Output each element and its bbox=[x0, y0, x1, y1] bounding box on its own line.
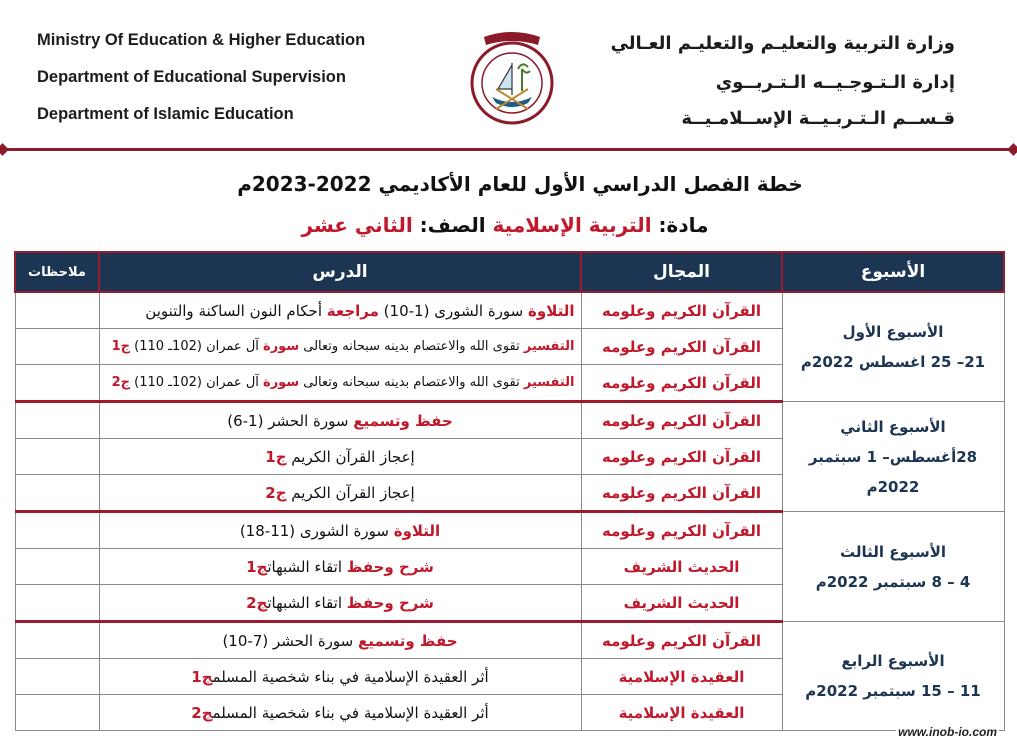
notes-cell bbox=[15, 622, 99, 659]
field-cell: العقيدة الإسلامية bbox=[581, 659, 782, 695]
table-header-row bbox=[15, 252, 1004, 292]
notes-cell bbox=[15, 475, 99, 512]
field-cell: القرآن الكريم وعلومه bbox=[581, 475, 782, 512]
lesson-part: ج1 bbox=[265, 447, 287, 466]
week-dates: 4 – 8 سبتمبر 2022م bbox=[815, 572, 971, 591]
week-title: الأسبوع الرابع bbox=[841, 652, 945, 670]
week-cell bbox=[782, 402, 1004, 512]
lesson-cell bbox=[99, 695, 581, 731]
semester-plan-table bbox=[14, 251, 1005, 731]
lesson-text: أثر العقيدة الإسلامية في بناء شخصية المسلم bbox=[212, 667, 489, 686]
plan-title: خطة الفصل الدراسي الأول للعام الأكاديمي 2022-2023م bbox=[237, 172, 803, 196]
week-year: 2022م bbox=[866, 477, 920, 496]
lesson-text: اتقاء الشبهات bbox=[267, 557, 347, 576]
notes-cell bbox=[15, 512, 99, 549]
week-title: الأسبوع الثالث bbox=[839, 542, 947, 561]
lesson-cell bbox=[99, 475, 581, 512]
field-cell: القرآن الكريم وعلومه bbox=[581, 622, 782, 659]
lesson-part: ج1 bbox=[246, 557, 268, 576]
field-cell: القرآن الكريم وعلومه bbox=[581, 512, 782, 549]
lesson-text: أثر العقيدة الإسلامية في بناء شخصية المسلم bbox=[212, 703, 489, 722]
grade-name: الثاني عشر bbox=[301, 213, 413, 237]
table-row bbox=[15, 402, 1004, 439]
lesson-keyword: سورة bbox=[263, 339, 300, 354]
lesson-cell bbox=[99, 512, 581, 549]
field-cell: القرآن الكريم وعلومه bbox=[581, 329, 782, 365]
notes-cell bbox=[15, 292, 99, 329]
lesson-cell bbox=[99, 329, 581, 365]
lesson-cell bbox=[99, 402, 581, 439]
lesson-cell bbox=[99, 365, 581, 402]
notes-cell bbox=[15, 549, 99, 585]
column-header-notes: ملاحظات bbox=[15, 252, 99, 292]
lesson-keyword: مراجعة bbox=[326, 301, 379, 320]
column-header-week: الأسبوع bbox=[782, 252, 1004, 292]
field-cell: الحديث الشريف bbox=[581, 585, 782, 622]
lesson-part: ج1 bbox=[191, 667, 213, 686]
notes-cell bbox=[15, 695, 99, 731]
lesson-text: سورة الحشر (7-10) bbox=[222, 631, 359, 650]
lesson-cell bbox=[99, 549, 581, 585]
lesson-keyword: التلاوة bbox=[528, 301, 575, 320]
lesson-part: ج1 bbox=[111, 339, 131, 354]
table-row bbox=[15, 292, 1004, 329]
notes-cell bbox=[15, 439, 99, 475]
department-supervision-en: Department of Educational Supervision bbox=[37, 68, 346, 86]
lesson-part: ج2 bbox=[265, 483, 287, 502]
notes-cell bbox=[15, 402, 99, 439]
lesson-text: سورة الشورى (11-18) bbox=[239, 521, 394, 540]
lesson-text: اتقاء الشبهات bbox=[267, 593, 347, 612]
header-divider bbox=[0, 148, 1017, 151]
plan-subtitle bbox=[0, 213, 1010, 237]
lesson-part: ج2 bbox=[111, 375, 131, 390]
notes-cell bbox=[15, 659, 99, 695]
lesson-text: إعجاز القرآن الكريم bbox=[286, 447, 415, 466]
field-cell: الحديث الشريف bbox=[581, 549, 782, 585]
field-cell: القرآن الكريم وعلومه bbox=[581, 402, 782, 439]
week-cell bbox=[782, 512, 1004, 622]
lesson-part: ج2 bbox=[246, 593, 268, 612]
field-cell: القرآن الكريم وعلومه bbox=[581, 439, 782, 475]
notes-cell bbox=[15, 329, 99, 365]
lesson-text: آل عمران (102ـ 110) bbox=[130, 339, 264, 354]
lesson-keyword: شرح وحفظ bbox=[346, 557, 434, 576]
ministry-name-ar: وزارة التربية والتعليـم والتعليـم العـالي bbox=[610, 33, 955, 54]
notes-cell bbox=[15, 365, 99, 402]
lesson-text: أحكام النون الساكنة والتنوين bbox=[145, 301, 327, 320]
table-row bbox=[15, 512, 1004, 549]
lesson-cell bbox=[99, 659, 581, 695]
lesson-text: سورة الحشر (1-6) bbox=[227, 411, 354, 430]
lesson-cell bbox=[99, 439, 581, 475]
lesson-text: تقوى الله والاعتصام بدينه سبحانه وتعالى bbox=[299, 339, 524, 354]
ministry-name-en: Ministry Of Education & Higher Education bbox=[37, 31, 366, 49]
week-cell bbox=[782, 292, 1004, 402]
week-title: الأسبوع الثاني bbox=[840, 417, 946, 436]
source-watermark: www.inob-io.com bbox=[898, 725, 997, 739]
lesson-text: سورة الشورى (1-10) bbox=[378, 301, 529, 320]
department-islamic-en: Department of Islamic Education bbox=[37, 105, 294, 123]
week-title: الأسبوع الأول bbox=[842, 323, 944, 341]
lesson-cell bbox=[99, 585, 581, 622]
grade-label: الصف: bbox=[419, 213, 486, 237]
lesson-cell bbox=[99, 622, 581, 659]
divider-ornament-right bbox=[1007, 143, 1017, 156]
lesson-keyword: التفسير bbox=[523, 339, 575, 354]
lesson-keyword: التلاوة bbox=[393, 521, 441, 540]
week-dates: 28أغسطس– 1 سبتمبر bbox=[808, 447, 978, 466]
field-cell: القرآن الكريم وعلومه bbox=[581, 292, 782, 329]
lesson-part: ج2 bbox=[191, 703, 213, 722]
lesson-keyword: سورة bbox=[263, 375, 300, 390]
column-header-lesson: الدرس bbox=[99, 252, 581, 292]
lesson-keyword: حفظ وتسميع bbox=[358, 631, 458, 650]
qatar-emblem-logo bbox=[462, 25, 562, 135]
lesson-keyword: حفظ وتسميع bbox=[353, 411, 453, 430]
department-supervision-ar: إدارة الـتـوجـيــه الـتـربــوي bbox=[715, 72, 955, 93]
lesson-text: تقوى الله والاعتصام بدينه سبحانه وتعالى bbox=[299, 375, 524, 390]
table-row bbox=[15, 622, 1004, 659]
lesson-cell bbox=[99, 292, 581, 329]
lesson-keyword: التفسير bbox=[523, 375, 575, 390]
notes-cell bbox=[15, 585, 99, 622]
lesson-text: إعجاز القرآن الكريم bbox=[286, 483, 415, 502]
field-cell: العقيدة الإسلامية bbox=[581, 695, 782, 731]
subject-label: مادة: bbox=[658, 213, 709, 237]
department-islamic-ar: قـســم الـتـربـيــة الإســلامـيــة bbox=[681, 108, 955, 129]
column-header-field: المجال bbox=[581, 252, 782, 292]
week-cell bbox=[782, 622, 1004, 731]
divider-ornament-left bbox=[0, 143, 9, 156]
lesson-text: آل عمران (102ـ 110) bbox=[130, 375, 264, 390]
week-dates: 11 – 15 سبتمبر 2022م bbox=[805, 682, 981, 700]
lesson-keyword: شرح وحفظ bbox=[346, 593, 434, 612]
week-dates: 21– 25 اغسطس 2022م bbox=[800, 353, 986, 371]
field-cell: القرآن الكريم وعلومه bbox=[581, 365, 782, 402]
subject-name: التربية الإسلامية bbox=[492, 213, 652, 237]
